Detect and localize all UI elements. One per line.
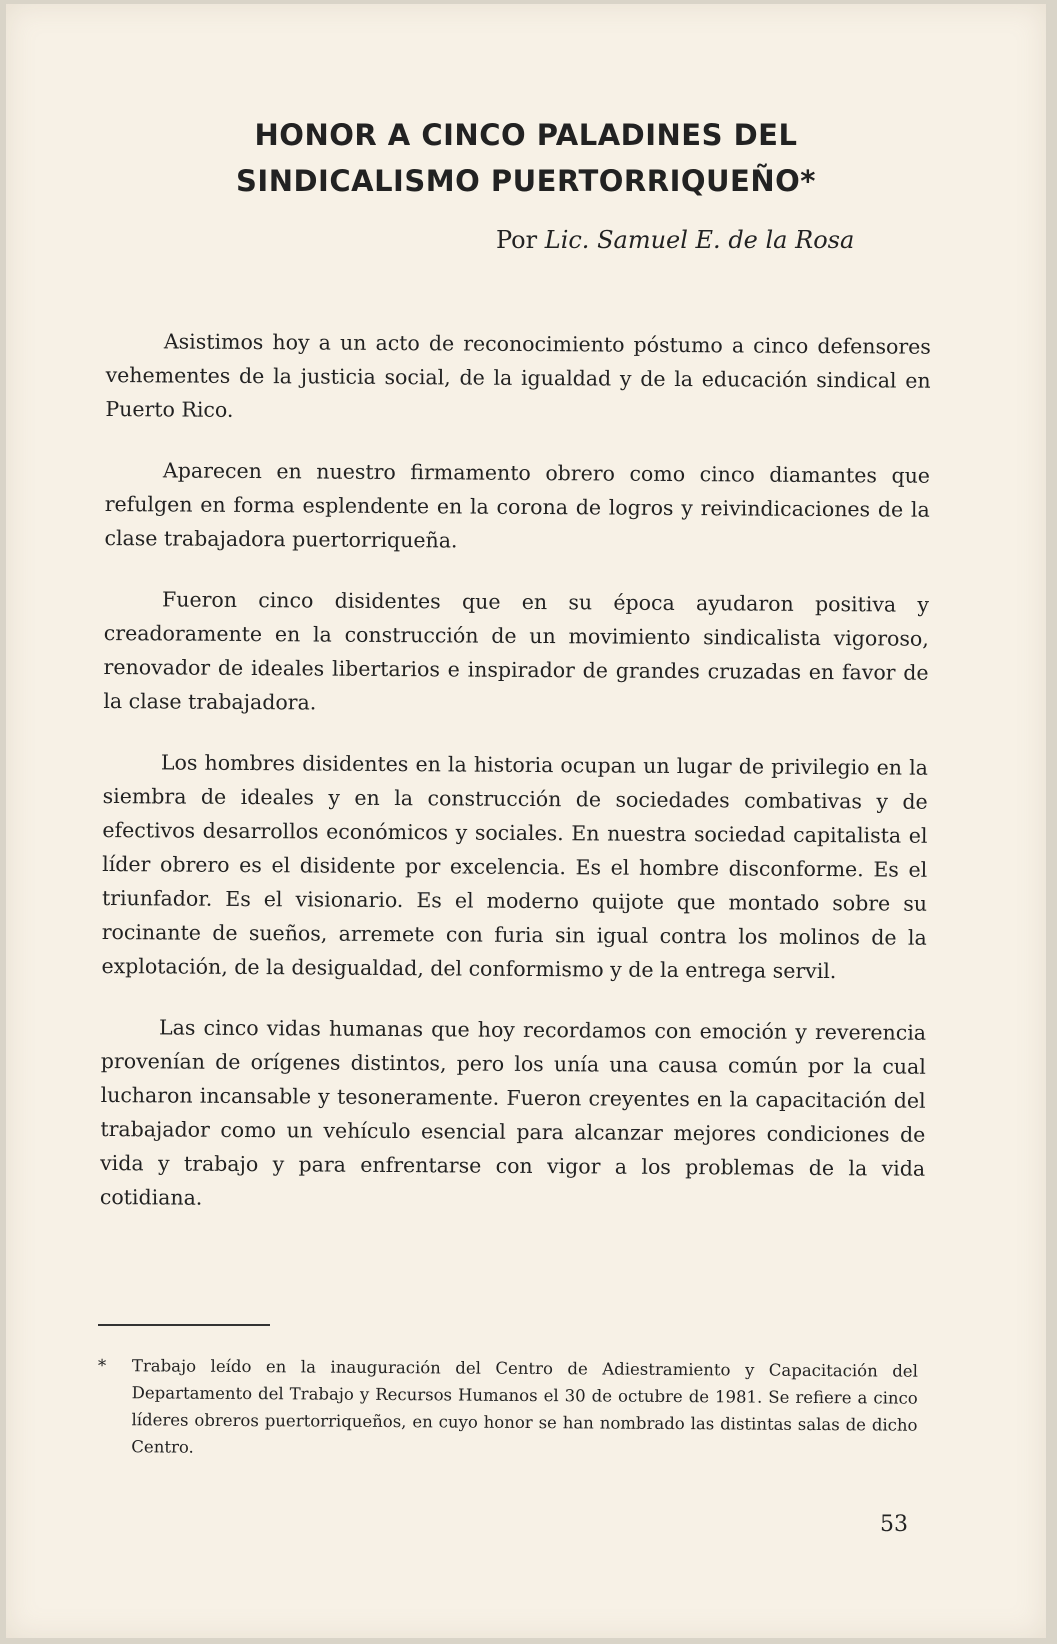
- byline-author: Lic. Samuel E. de la Rosa: [544, 226, 855, 254]
- paragraph-5: Las cinco vidas humanas que hoy recordamos con emoción y reverencia provenían de orígenes distintos, pero los unía una causa común por la cual lucharon incansable y tesoneramente. Fueron creyentes en la capacitación del trabajador como un vehículo esencial para alcanzar mejores condiciones de vida y trabajo y para enfrentarse con vigor a los problemas de la vida cotidiana.: [99, 1015, 927, 1210]
- title-line-2: SINDICALISMO PUERTORRIQUEÑO*: [236, 164, 816, 198]
- article-body: [100, 324, 931, 1247]
- page-number: 53: [880, 1512, 908, 1537]
- paragraph-4: Los hombres disidentes en la historia ocupan un lugar de privilegio en la siembra de ideales y en la construcción de sociedades combativas y de efectivos desarrollos económicos y sociales. En nuestra sociedad capitalista el líder obrero es el disidente por excelencia. Es el hombre disconforme. Es el triunfador. Es el visionario. Es el moderno quijote que montado sobre su rocinante de sueños, arremete con furia sin igual contra los molinos de la explotación, de la desigualdad, del conformismo y de la entrega servil.: [101, 750, 929, 984]
- byline-prefix: Por: [496, 226, 538, 254]
- footnote-text: Trabajo leído en la inauguración del Centro de Adiestramiento y Capacitación del Departamento del Trabajo y Recursos Humanos el 30 de octubre de 1981. Se refiere a cinco líderes obreros puertorriqueños, en cuyo honor se han nombrado las distintas salas de dicho Centro.: [131, 1356, 918, 1457]
- title-line-1: HONOR A CINCO PALADINES DEL: [254, 118, 798, 152]
- article-title: [6, 112, 1046, 204]
- footnote-marker: *: [97, 1355, 107, 1376]
- paragraph-2: Aparecen en nuestro firmamento obrero como cinco diamantes que refulgen en forma esplendente en la corona de logros y reivindicaciones de la clase trabajadora puertorriqueña.: [104, 458, 931, 553]
- paragraph-1: Asistimos hoy a un acto de reconocimiento póstumo a cinco defensores vehementes de la justicia social, de la igualdad y de la educación sindical en Puerto Rico.: [105, 329, 931, 422]
- paragraph-3: Fueron cinco disidentes que en su época ayudaron positiva y creadoramente en la construcción de un movimiento sindicalista vigoroso, renovador de ideales libertarios e inspirador de grandes cruzadas en favor de la clase trabajadora.: [103, 587, 930, 715]
- byline: [496, 226, 854, 254]
- footnote-divider: [98, 1324, 270, 1326]
- footnote: [97, 1352, 918, 1466]
- document-page: [6, 4, 1046, 1638]
